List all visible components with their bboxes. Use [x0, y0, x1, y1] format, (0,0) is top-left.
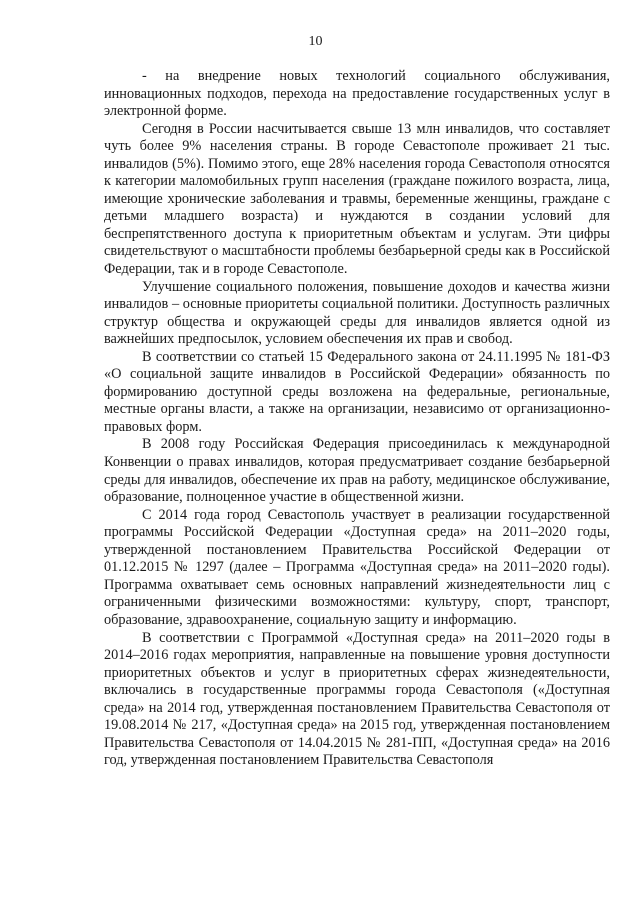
paragraph-statistics: Сегодня в России насчитывается свыше 13 млн инвалидов, что составляет чуть более 9% населения страны. В городе Севастополе проживает 21 тыс. инвалидов (5%). Помимо этого, еще 28% населения города Севастополя относятся к категории маломобильных групп населения (граждане пожилого возраста, лица, имеющие хронические заболевания и травмы, беременные женщины, граждане с детьми младшего возраста) и нуждаются в создании условий для беспрепятственного доступа к приоритетным объектам и услугам. Эти цифры свидетельствуют о масштабности проблемы безбарьерной среды как в Российской Федерации, так и в городе Севастополе.	[104, 120, 610, 278]
paragraph-federal-law: В соответствии со статьей 15 Федерального закона от 24.11.1995 № 181-ФЗ «О социальной защите инвалидов в Российской Федерации» обязанность по формированию доступной среды возложена на федеральные, региональные, местные органы власти, а также на организации, независимо от организационно-правовых форм.	[104, 348, 610, 435]
paragraph-intro-item: - на внедрение новых технологий социального обслуживания, инновационных подходов, перехода на предоставление государственных услуг в электронной форме.	[104, 68, 610, 120]
document-body	[104, 68, 610, 770]
paragraph-social-policy: Улучшение социального положения, повышение доходов и качества жизни инвалидов – основные приоритеты социальной политики. Доступность различных структур общества и окружающей среды для инвалидов является одной из важнейших предпосылок, условием обеспечения их прав и свобод.	[104, 278, 610, 348]
paragraph-sevastopol-programs: В соответствии с Программой «Доступная среда» на 2011–2020 годы в 2014–2016 годах мероприятия, направленные на повышение уровня доступности приоритетных объектов и услуг в приоритетных сферах жизнедеятельности, включались в государственные программы города Севастополя («Доступная среда» на 2014 год, утвержденная постановлением Правительства Севастополя от 19.08.2014 № 217, «Доступная среда» на 2015 год, утвержденная постановлением Правительства Севастополя от 14.04.2015 № 281-ПП, «Доступная среда» на 2016 год, утвержденная постановлением Правительства Севастополя	[104, 629, 610, 769]
page-number: 10	[308, 34, 323, 49]
paragraph-convention: В 2008 году Российская Федерация присоединилась к международной Конвенции о правах инвалидов, которая предусматривает создание безбарьерной среды для инвалидов, обеспечение их прав на работу, медицинское обслуживание, образование, полноценное участие в общественной жизни.	[104, 436, 610, 506]
paragraph-state-program: С 2014 года город Севастополь участвует в реализации государственной программы Российской Федерации «Доступная среда» на 2011–2020 годы, утвержденной постановлением Правительства Российской Федерации от 01.12.2015 № 1297 (далее – Программа «Доступная среда» на 2011–2020 годы). Программа охватывает семь основных направлений жизнедеятельности лиц с ограниченными физическими возможностями: культуру, спорт, транспорт, образование, здравоохранение, социальную защиту и информацию.	[104, 506, 610, 628]
